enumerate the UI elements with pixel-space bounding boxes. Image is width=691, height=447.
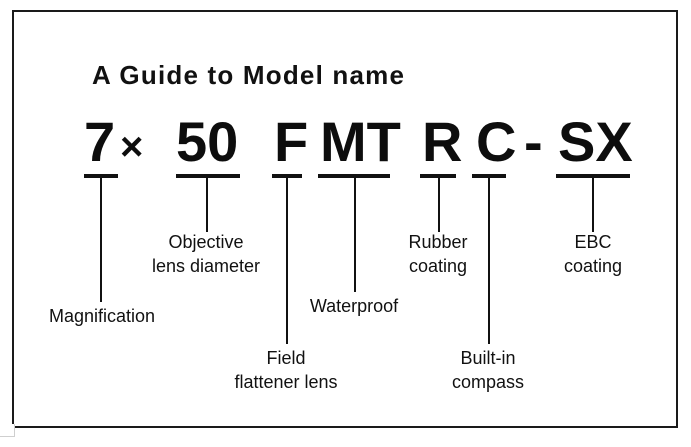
segment-hyphen: - <box>524 110 543 173</box>
page-title: A Guide to Model name <box>92 60 406 90</box>
segment-waterproof: MT <box>320 110 401 173</box>
callout-magnification <box>14 304 190 328</box>
leader-waterproof <box>354 178 356 292</box>
segment-times: × <box>120 125 144 169</box>
callout-field-flattener-lens-line2: flattener lens <box>234 372 338 392</box>
callout-objective-lens-diameter-line1: Objective <box>168 232 244 252</box>
segment-objective-lens-diameter: 50 <box>176 110 239 173</box>
underline-objective-lens-diameter <box>176 174 240 178</box>
callout-built-in-compass <box>414 346 562 394</box>
leader-objective-lens-diameter <box>206 178 208 232</box>
callout-objective-lens-diameter-line2: lens diameter <box>151 256 261 276</box>
callout-rubber-coating <box>364 230 512 278</box>
leader-magnification <box>100 178 102 302</box>
segment-magnification: 7 <box>84 110 116 173</box>
callout-ebc-coating <box>528 230 658 278</box>
callout-rubber-coating-line2: coating <box>408 256 468 276</box>
model-name-row <box>84 110 644 182</box>
segment-ebc-coating: SX <box>558 110 633 173</box>
segment-built-in-compass: C <box>476 110 517 173</box>
segment-rubber-coating: R <box>422 110 463 173</box>
callout-waterproof <box>276 294 432 318</box>
callout-built-in-compass-line1: Built-in <box>460 348 516 368</box>
callout-ebc-coating-line2: coating <box>563 256 623 276</box>
segment-field-flattener-lens: F <box>274 110 309 173</box>
callout-rubber-coating-line1: Rubber <box>408 232 468 252</box>
callout-waterproof-line1: Waterproof <box>309 296 399 316</box>
leader-rubber-coating <box>438 178 440 232</box>
leader-ebc-coating <box>592 178 594 232</box>
callout-field-flattener-lens <box>200 346 372 394</box>
callout-objective-lens-diameter <box>120 230 292 278</box>
diagram-frame <box>12 10 678 428</box>
callout-built-in-compass-line2: compass <box>451 372 525 392</box>
callout-ebc-coating-line1: EBC <box>574 232 612 252</box>
callout-field-flattener-lens-line1: Field <box>266 348 306 368</box>
callout-magnification-line1: Magnification <box>48 306 156 326</box>
page-corner-fold <box>0 424 15 437</box>
